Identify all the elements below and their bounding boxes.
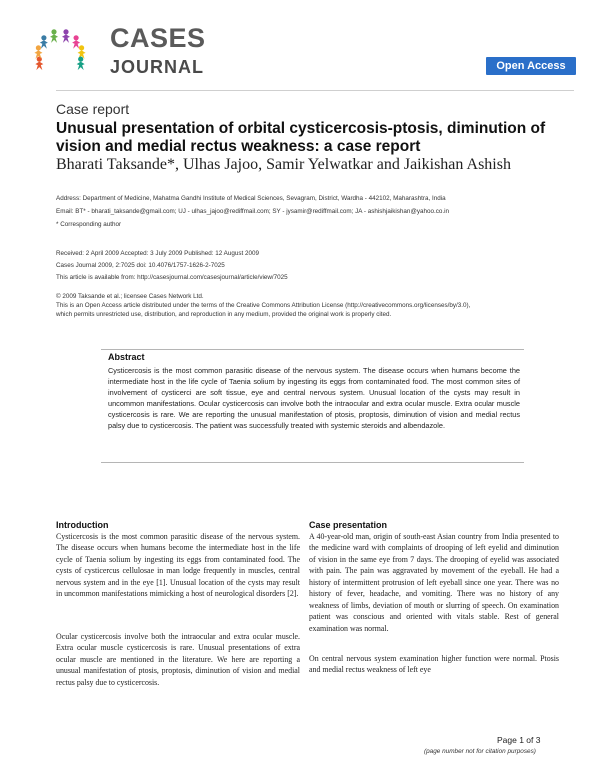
logo-figure <box>72 35 80 49</box>
license-line-1[interactable]: This is an Open Access article distributed under the terms of the Creative Commons Attribution License (http://creativecommons.org/licenses/by/3.0), <box>56 302 471 309</box>
journal-logo-mark <box>18 24 100 82</box>
case-presentation-paragraph-2: On central nervous system examination higher function were normal. Ptosis and medial rectus weakness of left eye <box>309 654 559 675</box>
page-number-note: (page number not for citation purposes) <box>424 748 536 755</box>
article-url-note <box>56 274 288 281</box>
article-url-text: This article is available from: http://casesjournal.com/casesjournal/article/view/7025 <box>56 274 288 281</box>
author-address: Address: Department of Medicine, Mahatma Gandhi Institute of Medical Sciences, Sevagram, District, Wardha - 442102, Maharashtra, India <box>56 195 446 202</box>
logo-figure <box>40 35 48 49</box>
article-citation: Cases Journal 2009, 2:7025 doi: 10.4076/1757-1626-2-7025 <box>56 262 225 269</box>
logo-figure <box>62 29 70 43</box>
article-title: Unusual presentation of orbital cysticercosis-ptosis, diminution of vision and medial rectus weakness: a case report <box>56 120 546 155</box>
abstract-heading: Abstract <box>108 352 145 362</box>
logo-figure <box>35 57 43 71</box>
case-presentation-paragraph-1: A 40-year-old man, origin of south-east Asian country from India presented to the medicine ward with complaints of drooping of left eyelid and diminution of vision in the same eye from 7 days. The drooping of eyelid was associated with pain. The pain was aggravated by movement of the eyeball. He had a history of intermittent protrusion of left eyeball since one year. There was no history of fever, headache, and vomiting. There was no history of any weakness of limbs, deviation of mouth or slurring of speech. On examination patient was conscious and oriented with vitals stable. Rest of general examination was normal. <box>309 532 559 633</box>
journal-logo-icon <box>18 24 100 82</box>
corresponding-author-note: * Corresponding author <box>56 221 122 228</box>
header-divider <box>56 90 574 91</box>
open-access-badge: Open Access <box>486 57 576 75</box>
introduction-paragraph-2: Ocular cysticercosis involve both the intraocular and extra ocular muscle. Extra ocular muscle cysticercosis is rare. Unusual presentations of extra ocular muscle are mentioned in the literature. We here are reporting a unusual manifestation of ptosis, proptosis, diminution of vision and medial rectus palsy due to cysticercosis. <box>56 632 300 687</box>
abstract-text: Cysticercosis is the most common parasitic disease of the nervous system. The disease occurs when humans become the intermediate host in the life cycle of Taenia solium by ingesting its eggs from contaminated food. The most common sites of involvement of cysticerci are soft tissue, eye and central nervous system. Unusual location of the cysts may result in uncommon manifestations. Ocular cysticercosis can involve both the intraocular and extra ocular muscle. Extra ocular muscle cysticercosis is rare. We are reporting the unusual manifestation of ptosis, proptosis, diminution of vision and medial rectus palsy due to cysticercosis. The patient was successfully treated with systemic steroids and albendazole. <box>108 366 520 431</box>
case-presentation-heading: Case presentation <box>309 520 388 530</box>
journal-logo-word-journal: JOURNAL <box>110 57 205 77</box>
author-list: Bharati Taksande*, Ulhas Jajoo, Samir Yelwatkar and Jaikishan Ashish <box>56 156 511 173</box>
article-type: Case report <box>56 101 130 117</box>
logo-figure <box>50 29 58 43</box>
author-emails: Email: BT* - bharati_taksande@gmail.com; UJ - ulhas_jajoo@rediffmail.com; SY - jysamir@rediffmail.com; JA - ashishjaikishan@yahoo.co.in <box>56 208 450 215</box>
introduction-paragraph-1: Cysticercosis is the most common parasitic disease of the nervous system. The disease occurs when humans become the intermediate host in the life cycle of Taenia solium by ingesting its eggs from contaminated food. The cysts of cysticercus cellulosae in man lodge frequently in muscles, central nervous system and in the eye [1]. Unusual location of the cysts may result in uncommon manifestations mimicking a host of neurological disorders [2]. <box>56 532 300 599</box>
license-line-2: which permits unrestricted use, distribution, and reproduction in any medium, provided the original work is properly cited. <box>56 311 392 318</box>
journal-logo-word-cases: CASES <box>110 23 206 53</box>
copyright-line: © 2009 Taksande et al.; licensee Cases Network Ltd. <box>56 293 204 300</box>
page-number: Page 1 of 3 <box>497 735 541 745</box>
introduction-heading: Introduction <box>56 520 109 530</box>
logo-figure <box>77 57 85 71</box>
article-dates: Received: 2 April 2009 Accepted: 3 July 2009 Published: 12 August 2009 <box>56 250 260 257</box>
